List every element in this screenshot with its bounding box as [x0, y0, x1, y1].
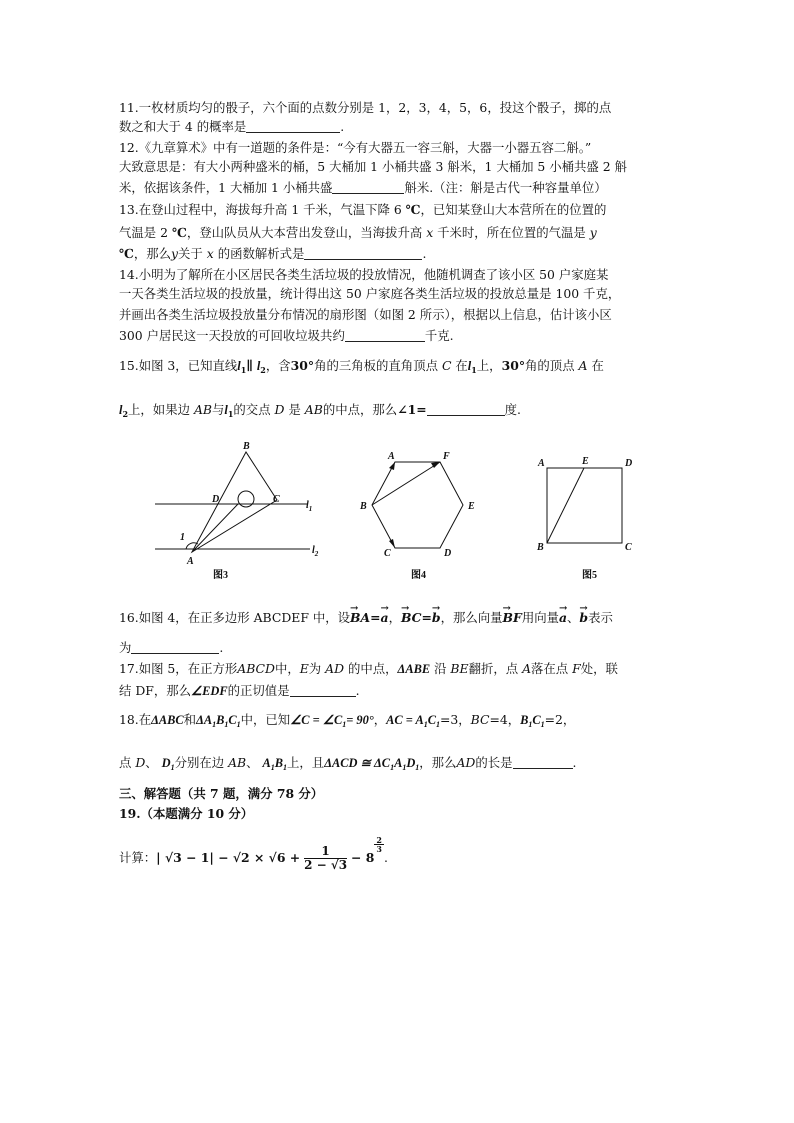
q17-text-b: 中，: [274, 661, 300, 676]
q15-text-h: 上，如果边: [128, 402, 190, 417]
q18-val4: =4，: [489, 712, 521, 727]
q18-text-a: 18.在: [119, 712, 152, 727]
q15-eq: =: [416, 402, 427, 417]
fig4-label-B: B: [360, 501, 367, 512]
q11-line1: 11.一枚材质均匀的骰子，六个面的点数分别是 1，2，3，4，5，6，投这个骰子，掷的点: [119, 100, 612, 115]
q18-A1B1: $A_1B_1$: [262, 756, 288, 772]
q18-end: .: [572, 755, 577, 770]
q19-exp-den: 3: [376, 844, 382, 854]
q13-line2: [119, 225, 597, 241]
q17-text-j: 的正切值是: [227, 683, 290, 698]
q15-parallel: ∥: [246, 358, 253, 373]
q18-sub5: 1: [423, 720, 428, 729]
q18-text-c: 点: [119, 755, 132, 770]
q17-answer-blank[interactable]: [290, 684, 356, 697]
q19-calc-label: 计算：: [119, 850, 157, 865]
fig3-label-D: D: [212, 494, 220, 505]
q19-exponent: [374, 836, 384, 853]
q16-vec-BF: → BF: [503, 610, 522, 626]
fig5-label-B: B: [537, 542, 544, 553]
q14-line1: 14.小明为了解所在小区居民各类生活垃圾的投放情况，他随机调查了该小区 50 户家庭某: [119, 267, 609, 282]
figure-4: [359, 451, 475, 581]
fig3-label-l1: [306, 500, 312, 513]
q18-congruence: ΔACD ≅ $\Delta C_1A_1D_1$: [324, 756, 420, 772]
q16-vec-a: → a: [381, 610, 389, 626]
fig4-arrow-c: [389, 539, 395, 548]
q17-E: E: [299, 661, 309, 676]
q12-line3: [119, 180, 607, 196]
q18-cond-side: [386, 713, 440, 727]
fig3-l2-letter: l: [312, 545, 315, 556]
q18-sub10: 1: [270, 763, 275, 772]
q16-vec-BA: → BA: [350, 610, 370, 626]
q15-text-f: 角的顶点: [525, 358, 575, 373]
q15-text-l: 的中点，那么: [322, 402, 398, 417]
fig4-label-F: F: [443, 451, 450, 462]
q15-l1b-sub: 1: [471, 365, 477, 375]
q17-triangle-ABE: ΔABE: [397, 662, 431, 676]
q18-sub4: 1: [342, 720, 347, 729]
q19-exp-num: 2: [376, 835, 382, 845]
q16-answer-blank[interactable]: [131, 641, 219, 654]
q15-l1c: l: [224, 403, 228, 417]
q14-text-a: 300 户居民这一天投放的可回收垃圾共约: [119, 328, 345, 343]
q18-line2: [119, 755, 576, 776]
q19-fraction-num: 1: [304, 845, 347, 859]
fig4-vector-bf: [372, 462, 440, 505]
fig3-caption: 图3: [213, 570, 228, 581]
q16-end: .: [219, 640, 224, 655]
q17-text-a: 17.如图 5，在正方形: [119, 661, 238, 676]
fig3-label-A: A: [187, 556, 194, 567]
q15-answer-blank[interactable]: [427, 403, 505, 416]
q18-sub9: 1: [170, 763, 175, 772]
q18-BC: BC: [470, 712, 490, 727]
q15-l1-sub: 1: [240, 365, 247, 375]
q18-sub8: 1: [540, 720, 545, 729]
q18-line1: [119, 712, 575, 733]
q17-text-h: 处，联: [580, 661, 618, 676]
q15-text-j: 的交点: [233, 402, 271, 417]
q18-val2: =2，: [544, 712, 576, 727]
fig5-label-E: E: [582, 456, 589, 467]
q13-text-h: 的函数解析式是: [217, 246, 305, 261]
q13-text-d: ，登山队员从大本营出发登山，当海拔升高: [186, 225, 423, 240]
q18-val3: =3，: [439, 712, 471, 727]
q13-var-x: x: [426, 225, 434, 240]
q15-text-c: 角的三角板的直角顶点: [314, 358, 438, 373]
q19-end: .: [383, 850, 388, 865]
q18-tri2-text: ΔA: [196, 713, 213, 727]
q15-deg30: 30°: [290, 358, 315, 373]
q15-text-k: 是: [288, 402, 301, 417]
q19-title: 19.（本题满分 10 分）: [119, 806, 254, 821]
fig3-label-l2: [312, 545, 319, 558]
figure-5: [536, 456, 632, 581]
q17-line2: [119, 683, 360, 699]
fig5-label-C: C: [625, 542, 632, 553]
fig5-label-D: D: [625, 458, 633, 469]
fig4-caption: 图4: [411, 570, 426, 581]
q13-end: .: [422, 246, 427, 261]
q16-eq1: =: [370, 610, 381, 625]
q17-text-f: 翻折，点: [468, 661, 519, 676]
q11-end: .: [340, 119, 345, 134]
fig5-square: [547, 468, 622, 543]
fig5-segment-be: [547, 468, 584, 543]
q18-cond1: ∠C = ∠C: [290, 713, 343, 727]
q13-answer-blank[interactable]: [304, 247, 422, 260]
q15-line1: [119, 358, 604, 378]
q15-text-e: 上，: [476, 358, 502, 373]
q15-D: D: [274, 402, 285, 417]
q16-comma: ，: [388, 610, 401, 625]
q18-B1C1-text: B: [520, 713, 529, 727]
q14-answer-blank[interactable]: [345, 329, 425, 342]
q15-l1b: l: [467, 359, 472, 373]
q15-A: A: [578, 358, 588, 373]
q18-comma: ，: [373, 712, 387, 727]
q13-text-b: ，已知某登山大本营所在的位置的: [420, 202, 607, 217]
q19-expression: [119, 836, 388, 876]
q16-eq2: =: [421, 610, 432, 625]
q12-text-b: 斛米.（注：斛是古代一种容量单位）: [404, 180, 607, 195]
q16-vec-a2: → a: [559, 610, 567, 626]
fig3-triangle: [192, 452, 277, 552]
q17-BE: BE: [450, 661, 469, 676]
fig3-l1-sub: 1: [308, 505, 313, 513]
q16-line2: [119, 640, 223, 656]
q15-text-m: 度.: [504, 402, 521, 417]
q12-text-a: 米，依据该条件，1 大桶加 1 小桶共盛: [119, 180, 333, 195]
q12-line1: 12.《九章算术》中有一道题的条件是：“今有大器五一容三斛，大器一小器五容二斛。”: [119, 140, 592, 155]
q15-C: C: [441, 358, 452, 373]
fig3-l2-sub: 2: [314, 550, 319, 558]
q18-sub14: 1: [415, 763, 420, 772]
section3-title: 三、解答题（共 7 题，满分 78 分）: [119, 786, 324, 801]
q18-AB: AB: [228, 755, 247, 770]
q19-fraction-den: 2 − √3: [304, 858, 348, 872]
q17-text-d: 的中点，: [347, 661, 398, 676]
q18-sep: 、: [145, 755, 158, 770]
q17-text-c: 为: [308, 661, 322, 676]
q17-text-e: 沿: [434, 661, 447, 676]
q19-expr2: − 8: [351, 850, 375, 865]
q18-sep2: 、: [246, 755, 259, 770]
q13-line1: [119, 202, 606, 218]
q13-var-y: y: [589, 225, 597, 240]
q13-line3: [119, 246, 426, 262]
q14-line4: [119, 328, 454, 344]
q11-text: 数之和大于 4 的概率是: [119, 119, 247, 134]
q18-text-b: 中，已知: [240, 712, 291, 727]
q19-fraction: [304, 845, 347, 872]
q15-l1: l: [237, 359, 241, 373]
q16-vec-BC: → BC: [401, 610, 422, 626]
q18-text-f: ，那么: [419, 755, 457, 770]
q16-vec-b: → b: [432, 610, 441, 626]
q18-cond2: AC = A: [386, 713, 424, 727]
q17-end: .: [355, 683, 360, 698]
q15-line2: [119, 402, 521, 422]
q15-l2b: l: [119, 403, 123, 417]
q13-text-e: 千米时，所在位置的气温是: [437, 225, 586, 240]
q17-AD: AD: [325, 661, 345, 676]
q12-answer-blank[interactable]: [332, 181, 404, 194]
figure-3: [155, 441, 319, 581]
q17-line1: [119, 661, 618, 677]
q16-text-c: 用向量: [521, 610, 559, 625]
q17-text-g: 落在点: [531, 661, 569, 676]
q13-text-a: 13.在登山过程中，海拔每升高 1 千米，气温下降 6: [119, 202, 402, 217]
q12-line2: 大致意思是：有大小两种盛米的桶，5 大桶加 1 小桶共盛 3 斛米，1 大桶加 5 小桶共盛 2 斛: [119, 159, 627, 174]
fig4-label-C: C: [384, 548, 391, 559]
q15-l2: l: [256, 359, 261, 373]
q15-deg30b: 30°: [501, 358, 526, 373]
q15-l2-sub: 2: [260, 365, 266, 375]
q14-line2: 一天各类生活垃圾的投放量，统计得出这 50 户家庭各类生活垃圾的投放总量是 100 千克，: [119, 286, 621, 301]
q17-angle-EDF: ∠EDF: [191, 684, 228, 698]
q18-cond1b: = 90°: [346, 713, 374, 727]
q13-text-f: ，那么: [133, 246, 172, 261]
q15-l2b-sub: 2: [122, 409, 129, 419]
q15-text-i: 与: [212, 402, 225, 417]
q14-text-b: 千克.: [424, 328, 454, 343]
q15-AB: AB: [193, 402, 212, 417]
q15-text-g: 在: [591, 358, 604, 373]
q18-sub7: 1: [528, 720, 533, 729]
q15-angle1: ∠1: [397, 402, 417, 417]
q16-line1: [119, 610, 613, 626]
q13-var-y2: y: [171, 246, 179, 261]
q16-sep: 、: [567, 610, 580, 625]
fig4-arrow-a: [389, 462, 395, 470]
q13-text-g: 关于: [178, 246, 203, 261]
q13-unit-1: ℃: [405, 202, 421, 217]
q18-and: 和: [183, 712, 197, 727]
q18-sub12: 1: [390, 763, 395, 772]
fig3-angle-mark: [238, 491, 254, 507]
fig3-l1-letter: l: [306, 500, 309, 511]
q18-cond-angle: [290, 713, 374, 727]
q18-sub1: 1: [212, 720, 217, 729]
fig4-hexagon: [372, 462, 463, 548]
q15-text-a: 15.如图 3，已知直线: [119, 358, 238, 373]
q18-tri-A1B1C1: $\Delta A_1B_1C_1$: [196, 713, 241, 729]
q13-unit-3: ℃: [119, 246, 134, 261]
q18-sub13: 1: [402, 763, 407, 772]
q16-text-d: 表示: [588, 610, 613, 625]
fig3-label-C: C: [273, 494, 280, 505]
figures: [150, 440, 650, 585]
q16-text-b: ，那么向量: [440, 610, 503, 625]
q18-sub6: 1: [435, 720, 440, 729]
q17-F: F: [572, 661, 581, 676]
q18-cong: ΔACD ≅ ΔC: [324, 756, 391, 770]
q15-AB2: AB: [304, 402, 323, 417]
q18-sub2: 1: [224, 720, 229, 729]
q19-expr1: | √3 − 1| − √2 × √6 +: [156, 850, 301, 865]
q18-answer-blank[interactable]: [513, 756, 573, 769]
fig4-label-E: E: [468, 501, 475, 512]
q17-ABCD: ABCD: [237, 661, 275, 676]
q11-line2: [119, 119, 344, 135]
q15-text-d: 在: [455, 358, 468, 373]
q16-vec-b2: → b: [579, 610, 588, 626]
q13-text-c: 气温是 2: [119, 225, 168, 240]
q18-text-g: 的长是: [475, 755, 513, 770]
q16-text-e: 为: [119, 640, 132, 655]
q17-text-i: 结 DF，那么: [119, 683, 192, 698]
q18-text-e: 上，且: [287, 755, 325, 770]
q18-D1: $D_1$: [161, 756, 175, 772]
fig3-label-angle1: 1: [180, 532, 185, 543]
q11-answer-blank[interactable]: [246, 120, 340, 133]
q18-sub3: 1: [236, 720, 241, 729]
q13-var-x2: x: [206, 246, 214, 261]
q17-A: A: [522, 661, 532, 676]
q18-cond2b: C: [427, 713, 436, 727]
q18-D: D: [135, 755, 146, 770]
q15-l1c-sub: 1: [227, 409, 234, 419]
q18-AD: AD: [456, 755, 476, 770]
fig4-label-D: D: [444, 548, 452, 559]
fig5-label-A: A: [538, 458, 545, 469]
q18-sub11: 1: [283, 763, 288, 772]
q16-text-a: 16.如图 4，在正多边形 ABCDEF 中，设: [119, 610, 351, 625]
q18-B1C1: $B_1C_1$: [520, 713, 545, 729]
fig4-label-A: A: [388, 451, 395, 462]
q18-tri-ABC: ΔABC: [151, 713, 184, 727]
q18-text-d: 分别在边: [174, 755, 225, 770]
fig5-caption: 图5: [582, 570, 597, 581]
q14-line3: 并画出各类生活垃圾投放量分布情况的扇形图（如图 2 所示），根据以上信息，估计该小区: [119, 307, 612, 322]
q13-unit-2: ℃: [171, 225, 187, 240]
q15-text-b: ，含: [265, 358, 291, 373]
fig3-label-B: B: [243, 441, 250, 452]
